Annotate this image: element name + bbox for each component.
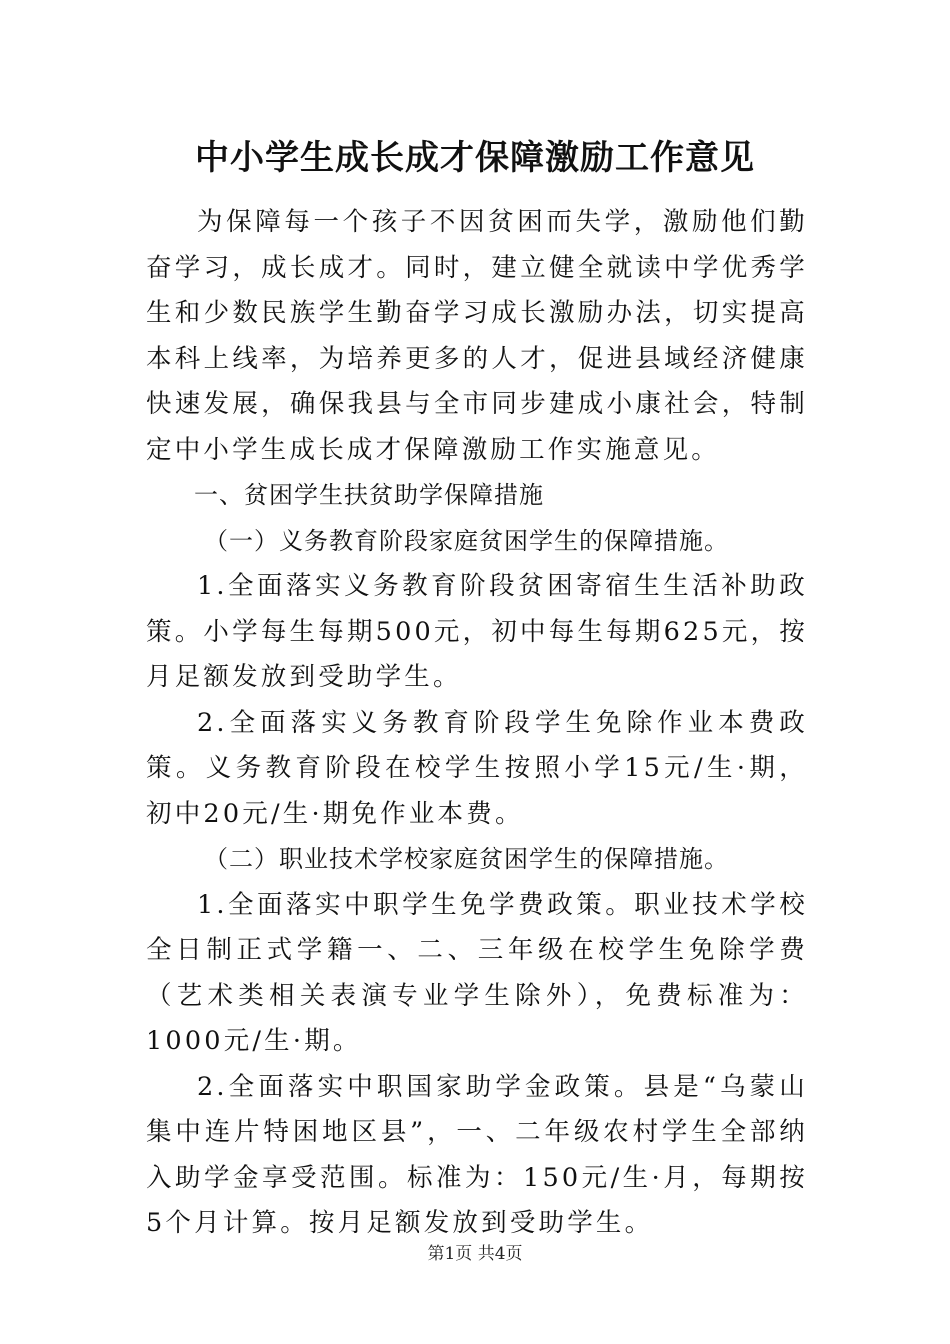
page-footer: 第1页 共4页 — [427, 1244, 523, 1264]
subsection-heading-1: （一）义务教育阶段家庭贫困学生的保障措施。 — [204, 526, 729, 555]
paragraph-sub1-item2: 2.全面落实义务教育阶段学生免除作业本费政策。义务教育阶段在校学生按照小学15元/生·期，初中20元/生·期免作业本费。 — [146, 707, 808, 829]
paragraph-sub1-item1: 1.全面落实义务教育阶段贫困寄宿生生活补助政策。小学每生每期500元，初中每生每期625元，按月足额发放到受助学生。 — [146, 571, 808, 692]
paragraph-sub2-item1: 1.全面落实中职学生免学费政策。职业技术学校全日制正式学籍一、二、三年级在校学生免除学费（艺术类相关表演专业学生除外），免费标准为：1000元/生·期。 — [146, 889, 808, 1056]
section-heading-1: 一、贫困学生扶贫助学保障措施 — [194, 481, 544, 509]
document-title: 中小学生成长成才保障激励工作意见 — [195, 138, 755, 178]
document-body — [146, 200, 808, 1247]
intro-paragraph: 为保障每一个孩子不因贫困而失学，激励他们勤奋学习，成长成才。同时，建立健全就读中学优秀学生和少数民族学生勤奋学习成长激励办法，切实提高本科上线率，为培养更多的人才，促进县域经济健康快速发展，确保我县与全市同步建成小康社会，特制定中小学生成长成才保障激励工作实施意见。 — [146, 207, 808, 465]
subsection-heading-2: （二）职业技术学校家庭贫困学生的保障措施。 — [204, 845, 729, 873]
paragraph-sub2-item2: 2.全面落实中职国家助学金政策。县是“乌蒙山集中连片特困地区县”，一、二年级农村学生全部纳入助学金享受范围。标准为：150元/生·月，每期按5个月计算。按月足额发放到受助学生。 — [146, 1071, 808, 1238]
